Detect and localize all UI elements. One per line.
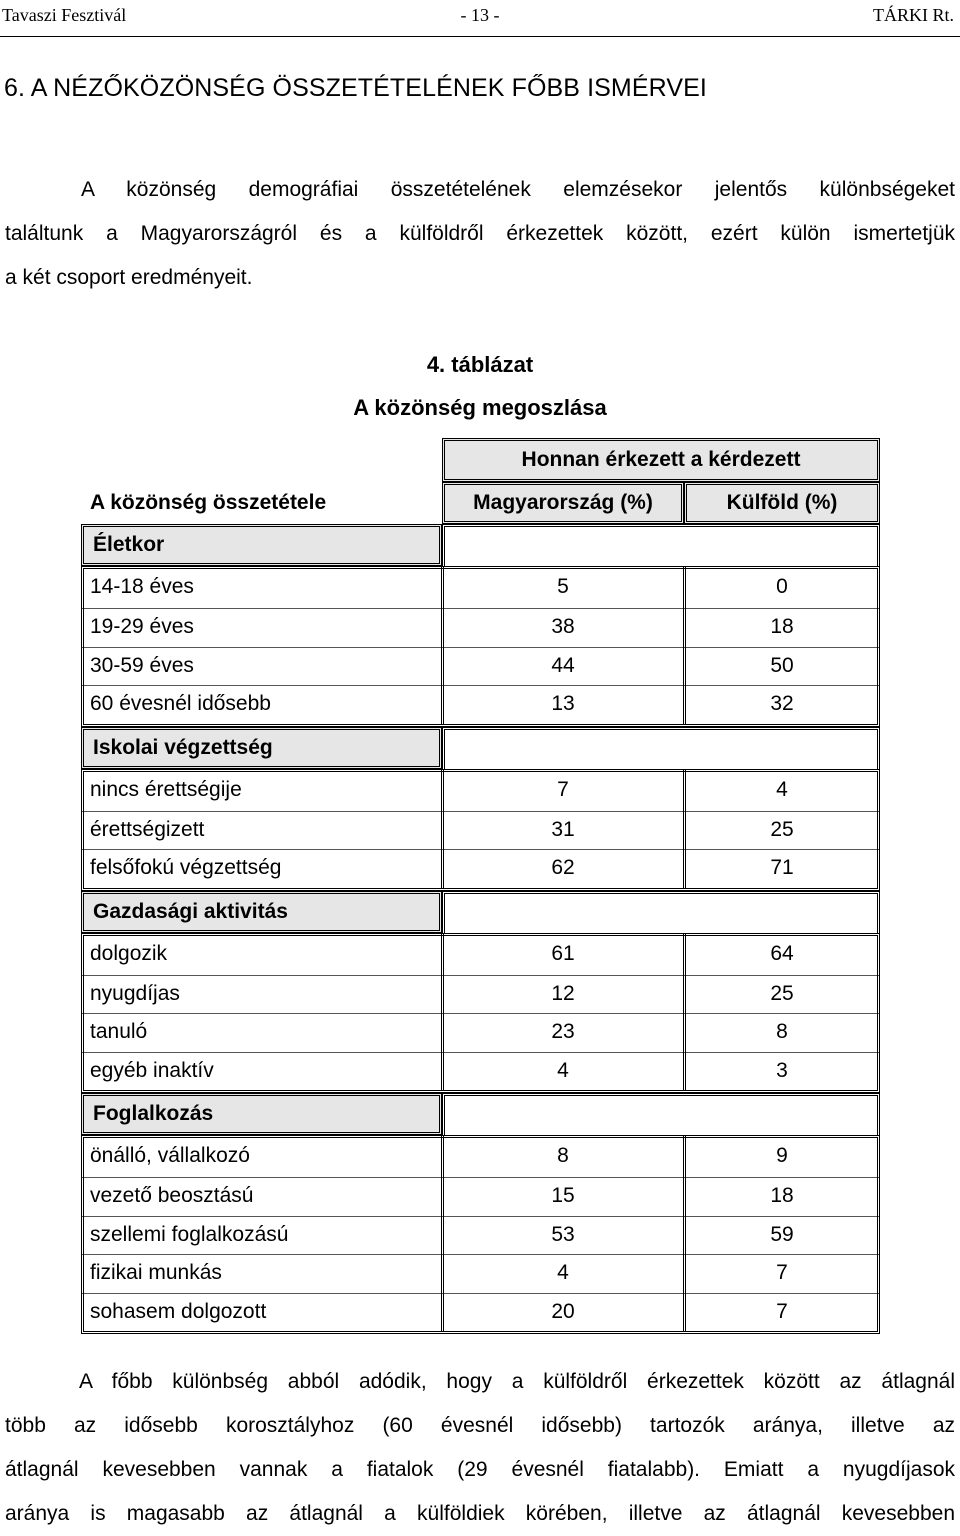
column-header-label	[81, 482, 442, 524]
table-number: 4. táblázat	[426, 352, 534, 377]
row-label: fizikai munkás	[90, 1261, 222, 1285]
section-heading-text: Életkor	[93, 533, 165, 556]
column-divider	[441, 566, 444, 724]
section-heading-row	[81, 891, 880, 933]
block-frame	[81, 1135, 880, 1334]
group-header-cell	[442, 438, 880, 482]
row-hungary-value: 31	[551, 817, 575, 841]
section-empty-cell	[442, 727, 880, 769]
row-abroad-value: 3	[776, 1058, 788, 1082]
section-heading-row	[81, 727, 880, 769]
row-label: 19-29 éves	[90, 615, 194, 639]
outro-line: A főbb különbség abból adódik, hogy a külföldről érkezettek között az átlagnál	[79, 1370, 955, 1393]
section-heading	[81, 727, 442, 769]
column-header-hungary-text: Magyarország (%)	[473, 491, 653, 514]
section-heading-row	[81, 1093, 880, 1135]
section-heading-row	[81, 524, 880, 566]
row-abroad-value: 7	[776, 1261, 788, 1285]
row-abroad-value: 0	[776, 575, 788, 598]
row-hungary-value: 62	[551, 856, 575, 880]
column-divider	[683, 1135, 686, 1331]
row-hungary-value: 20	[551, 1299, 575, 1323]
row-label: felsőfokú végzettség	[90, 856, 282, 880]
row-abroad-value: 50	[770, 653, 794, 677]
row-abroad-value: 7	[776, 1299, 788, 1323]
row-abroad-value: 64	[770, 941, 794, 965]
column-divider	[683, 566, 686, 724]
table-title: A közönség megoszlása	[353, 395, 607, 420]
section-empty-cell	[442, 524, 880, 566]
row-hungary-value: 15	[551, 1184, 575, 1208]
row-abroad-value: 25	[770, 981, 794, 1005]
block-frame	[81, 566, 880, 727]
section-heading	[81, 891, 442, 933]
row-abroad-value: 32	[770, 692, 794, 716]
section-empty-cell	[442, 891, 880, 933]
row-hungary-value: 4	[557, 1058, 569, 1082]
intro-line: a két csoport eredményeit.	[5, 266, 253, 289]
block-frame	[81, 933, 880, 1094]
row-label: 30-59 éves	[90, 653, 194, 677]
column-divider	[441, 1135, 444, 1331]
row-label: önálló, vállalkozó	[90, 1144, 250, 1167]
page-header	[0, 0, 960, 37]
row-label: egyéb inaktív	[90, 1058, 214, 1082]
outro-line: átlagnál kevesebben vannak a fiatalok (29 évesnél fiatalabb). Emiatt a nyugdíjasok	[5, 1458, 955, 1481]
row-label: vezető beosztású	[90, 1184, 254, 1208]
column-header-abroad	[684, 482, 880, 524]
row-label: 60 évesnél idősebb	[90, 692, 271, 716]
row-label: 14-18 éves	[90, 575, 194, 598]
row-label: tanuló	[90, 1020, 148, 1044]
column-header-abroad-text: Külföld (%)	[726, 491, 838, 514]
row-label: nincs érettségije	[90, 777, 242, 801]
header-right-text: TÁRKI Rt.	[873, 5, 954, 25]
block-frame	[81, 769, 880, 891]
section-heading	[81, 1093, 442, 1135]
intro-line: A közönség demográfiai összetételének elemzésekor jelentős különbségeket	[81, 178, 955, 201]
row-hungary-value: 23	[551, 1020, 575, 1044]
row-abroad-value: 71	[770, 856, 794, 880]
intro-line: találtunk a Magyarországról és a külföldről érkezettek között, ezért külön ismertetjük	[5, 222, 955, 245]
row-hungary-value: 61	[551, 941, 575, 965]
row-label: szellemi foglalkozású	[90, 1222, 289, 1246]
row-abroad-value: 4	[776, 777, 788, 801]
row-label: dolgozik	[90, 941, 168, 965]
section-heading-text: Iskolai végzettség	[93, 735, 273, 759]
table-group-header-row	[81, 438, 880, 482]
row-hungary-value: 53	[551, 1222, 575, 1246]
column-divider	[683, 769, 686, 888]
row-hungary-value: 44	[551, 653, 575, 677]
section-empty-cell	[442, 1093, 880, 1135]
intro-paragraph	[5, 168, 955, 300]
row-label: nyugdíjas	[90, 981, 180, 1005]
row-hungary-value: 7	[557, 777, 569, 801]
row-abroad-value: 9	[776, 1144, 788, 1167]
section-title: 6. A NÉZŐKÖZÖNSÉG ÖSSZETÉTELÉNEK FŐBB ISMÉRVEI	[4, 74, 707, 102]
row-abroad-value: 8	[776, 1020, 788, 1044]
row-hungary-value: 12	[551, 981, 575, 1005]
section-heading	[81, 524, 442, 566]
group-header-text: Honnan érkezett a kérdezett	[521, 448, 801, 471]
column-divider	[441, 933, 444, 1091]
row-hungary-value: 13	[551, 692, 575, 716]
row-hungary-value: 8	[557, 1144, 569, 1167]
row-abroad-value: 18	[770, 1184, 794, 1208]
column-divider	[683, 933, 686, 1091]
section-heading-text: Gazdasági aktivitás	[93, 899, 288, 923]
outro-line: több az idősebb korosztályhoz (60 évesnél idősebb) tartozók aránya, illetve az	[5, 1414, 955, 1437]
outro-line: aránya is magasabb az átlagnál a külföldiek körében, illetve az átlagnál kevesebben	[5, 1502, 955, 1525]
section-heading-text: Foglalkozás	[93, 1102, 214, 1125]
row-hungary-value: 5	[557, 575, 569, 598]
row-hungary-value: 38	[551, 615, 575, 639]
table-column-header-row	[81, 482, 880, 524]
row-label: sohasem dolgozott	[90, 1299, 267, 1323]
row-label: érettségizett	[90, 817, 205, 841]
column-header-hungary	[442, 482, 684, 524]
column-divider	[441, 769, 444, 888]
column-header-label-text: A közönség összetétele	[90, 491, 327, 514]
page-number: - 13 -	[460, 5, 500, 25]
data-table	[81, 438, 880, 1334]
row-abroad-value: 25	[770, 817, 794, 841]
row-abroad-value: 18	[770, 615, 794, 639]
row-abroad-value: 59	[770, 1222, 794, 1246]
outro-paragraph	[5, 1360, 955, 1536]
header-left-text: Tavaszi Fesztivál	[2, 5, 127, 25]
row-hungary-value: 4	[557, 1261, 569, 1285]
